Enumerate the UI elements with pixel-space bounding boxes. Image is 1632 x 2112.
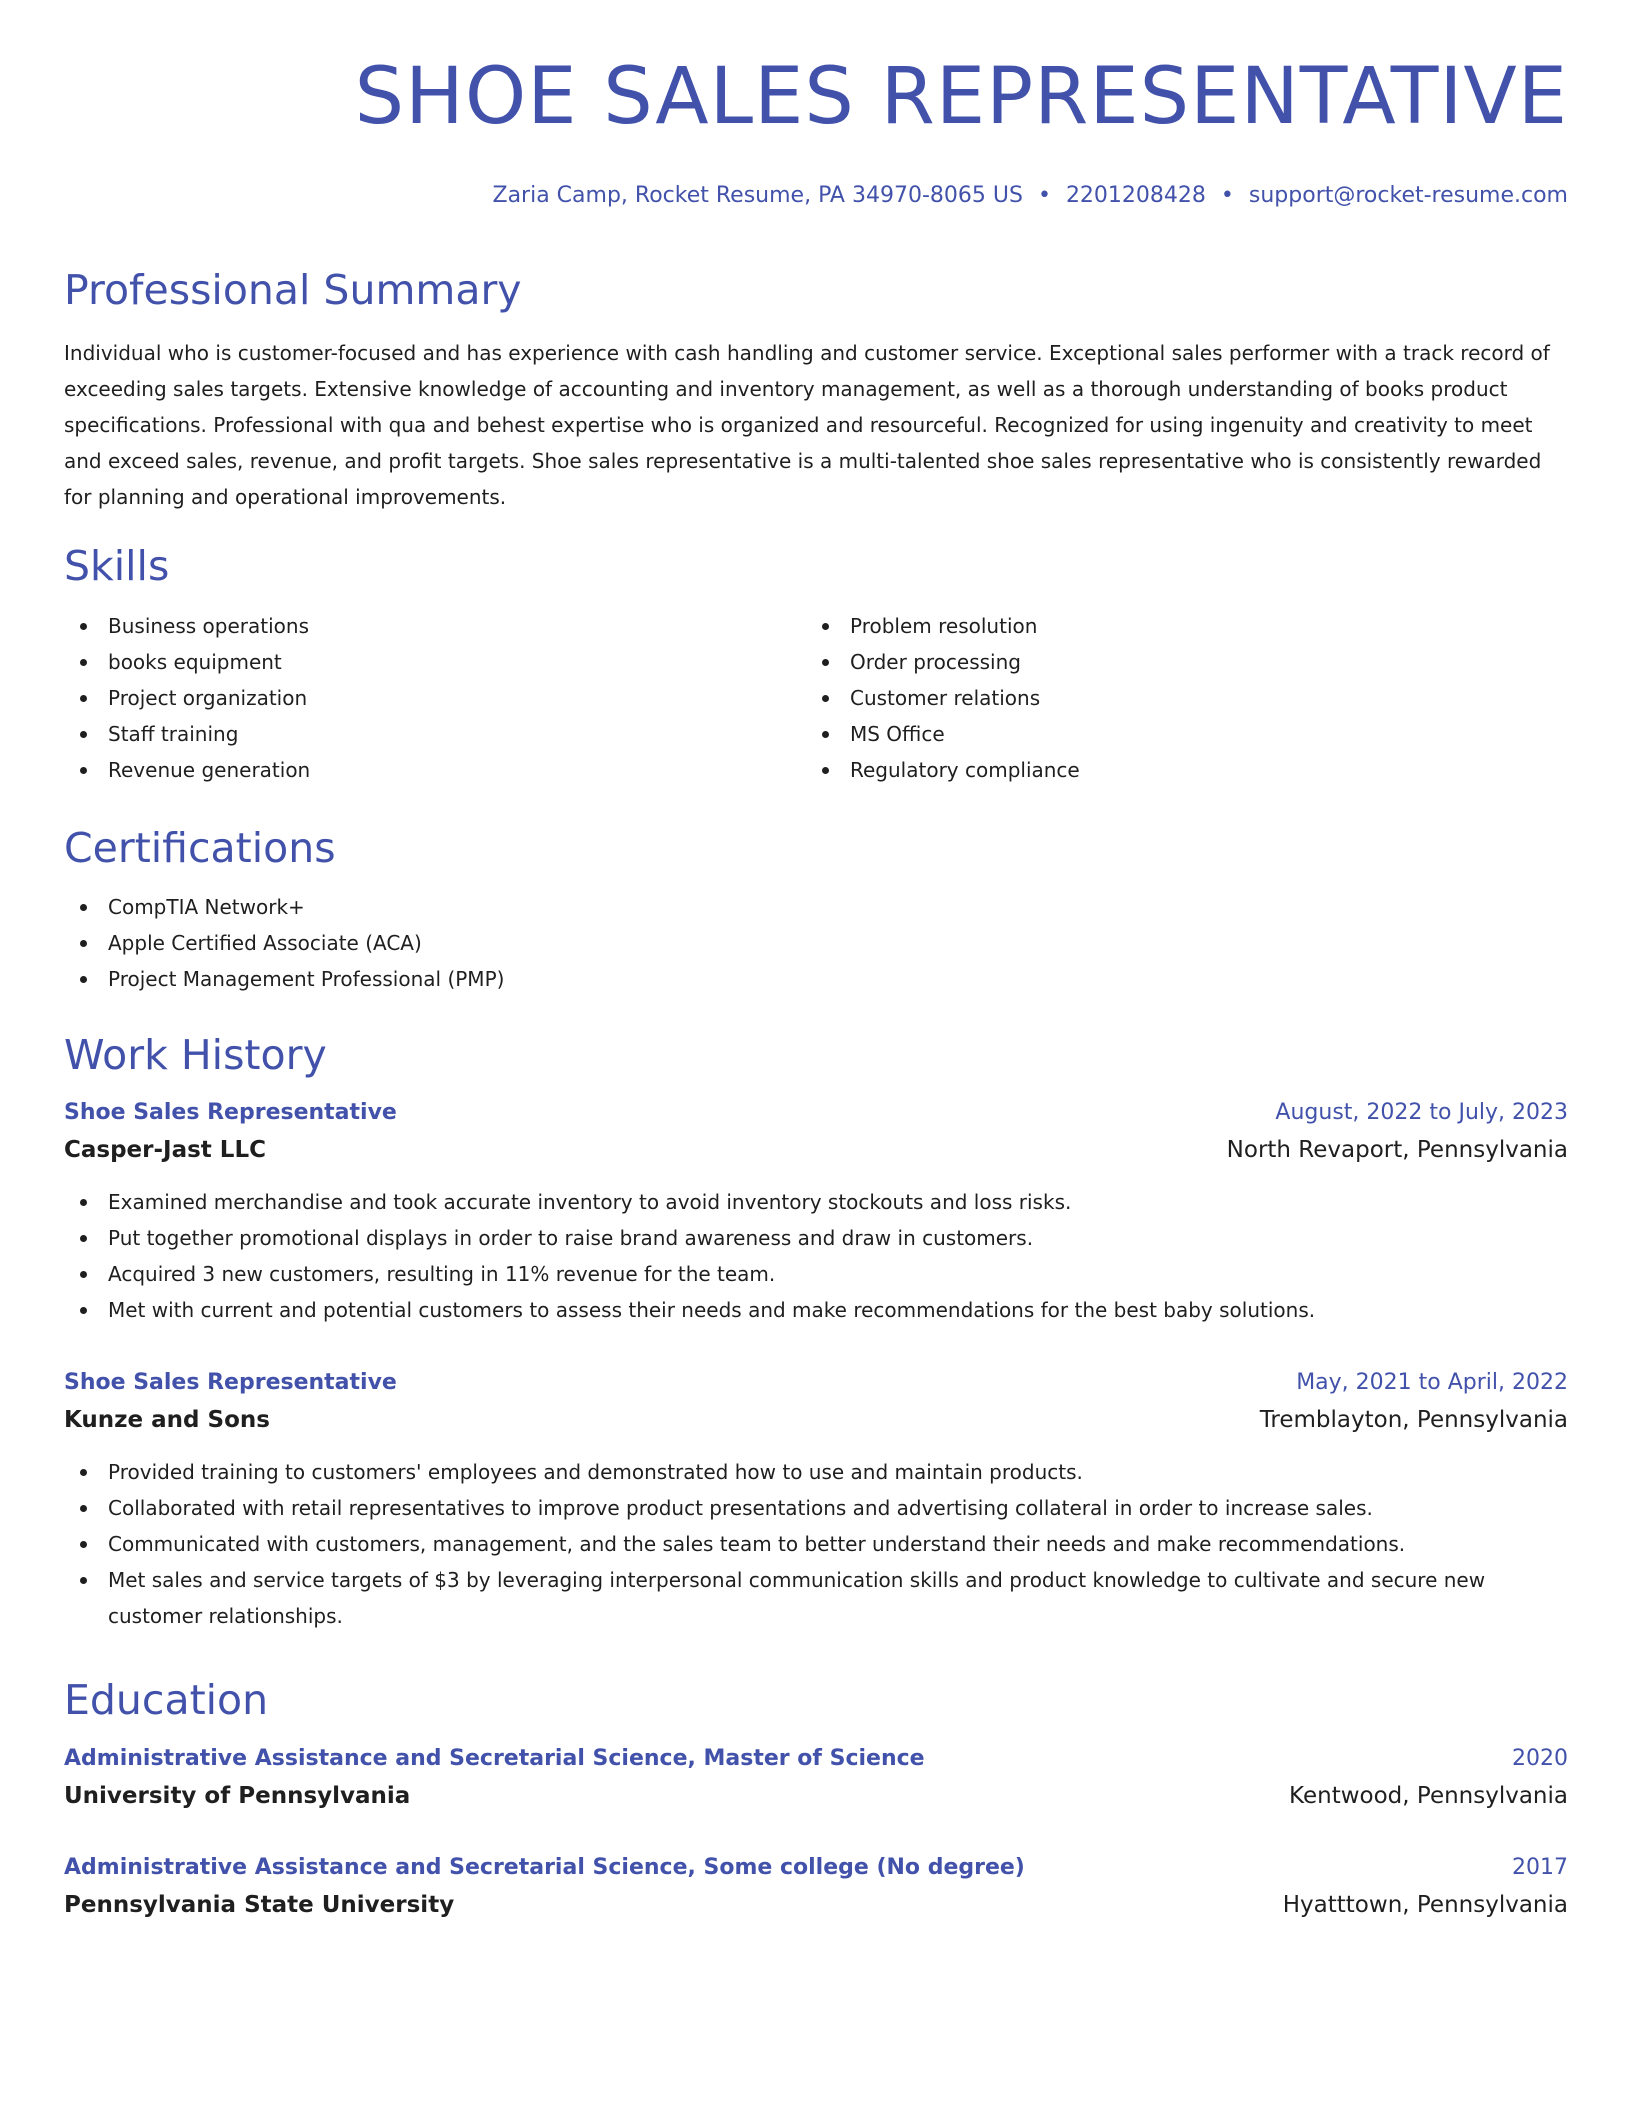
job-header [64,1100,1568,1125]
summary-heading: Professional Summary [64,266,522,314]
education-subheader [64,1783,1568,1809]
contact-line [493,183,1569,208]
education-degree: Administrative Assistance and Secretarial Science, Master of Science [64,1746,925,1771]
education-degree: Administrative Assistance and Secretarial Science, Some college (No degree) [64,1855,1025,1880]
skill-item: Revenue generation [64,752,764,788]
skill-item: Business operations [64,608,764,644]
job-bullet: Provided training to customers' employees and demonstrated how to use and maintain products. [64,1454,1568,1490]
work-history-heading: Work History [64,1031,327,1079]
skill-item: Problem resolution [806,608,1506,644]
certifications-list [64,889,1568,997]
certification-item: Project Management Professional (PMP) [64,961,1568,997]
job-header [64,1370,1568,1395]
skill-item: Customer relations [806,680,1506,716]
education-subheader [64,1892,1568,1918]
education-heading: Education [64,1676,269,1724]
skill-item: Regulatory compliance [806,752,1506,788]
job-bullet: Communicated with customers, management, and the sales team to better understand their needs and make recommendations. [64,1526,1568,1562]
job-bullet: Acquired 3 new customers, resulting in 11% revenue for the team. [64,1256,1568,1292]
job-bullet: Put together promotional displays in order to raise brand awareness and draw in customers. [64,1220,1568,1256]
education-year: 2017 [1512,1855,1568,1880]
job-bullets [64,1454,1568,1634]
job-bullet: Collaborated with retail representatives to improve product presentations and advertising collateral in order to increase sales. [64,1490,1568,1526]
resume-page [64,0,1568,2112]
contact-email: support@rocket-resume.com [1248,183,1568,208]
job-company: Casper-Jast LLC [64,1137,267,1163]
education-header [64,1855,1568,1880]
job-bullet: Examined merchandise and took accurate inventory to avoid inventory stockouts and loss risks. [64,1184,1568,1220]
job-bullets [64,1184,1568,1328]
skill-item: MS Office [806,716,1506,752]
skill-item: books equipment [64,644,764,680]
job-location: North Revaport, Pennsylvania [1226,1137,1568,1163]
contact-separator: • [1037,183,1051,208]
job-dates: May, 2021 to April, 2022 [1296,1370,1568,1395]
contact-phone: 2201208428 [1065,183,1206,208]
education-header [64,1746,1568,1771]
resume-title: SHOE SALES REPRESENTATIVE [354,52,1568,142]
job-bullet: Met sales and service targets of $3 by leveraging interpersonal communication skills and product knowledge to cultivate and secure new customer relationships. [64,1562,1568,1634]
skills-list-left [64,608,764,788]
job-title: Shoe Sales Representative [64,1100,397,1125]
certification-item: Apple Certified Associate (ACA) [64,925,1568,961]
education-year: 2020 [1512,1746,1568,1771]
skill-item: Order processing [806,644,1506,680]
education-location: Kentwood, Pennsylvania [1289,1783,1568,1809]
job-company: Kunze and Sons [64,1407,270,1433]
summary-text: Individual who is customer-focused and has experience with cash handling and customer service. Exceptional sales performer with a track record of exceeding sales targets. Extensive knowledge of accounting and inventory management, as well as a thorough understanding of books product specifications. Professional with qua and behest expertise who is organized and resourceful. Recognized for using ingenuity and creativity to meet and exceed sales, revenue, and profit targets. Shoe sales representative is a multi-talented shoe sales representative who is consistently rewarded for planning and operational improvements. [64,341,1550,509]
skill-item: Project organization [64,680,764,716]
skill-item: Staff training [64,716,764,752]
job-title: Shoe Sales Representative [64,1370,397,1395]
contact-separator: • [1220,183,1234,208]
job-bullet: Met with current and potential customers to assess their needs and make recommendations for the best baby solutions. [64,1292,1568,1328]
certification-item: CompTIA Network+ [64,889,1568,925]
skills-list-right [806,608,1506,788]
contact-address: Zaria Camp, Rocket Resume, PA 34970-8065 US [492,183,1023,208]
job-location: Tremblayton, Pennsylvania [1259,1407,1568,1433]
job-dates: August, 2022 to July, 2023 [1275,1100,1568,1125]
education-location: Hyatttown, Pennsylvania [1282,1892,1568,1918]
education-school: Pennsylvania State University [64,1892,455,1918]
job-subheader [64,1407,1568,1433]
job-subheader [64,1137,1568,1163]
education-school: University of Pennsylvania [64,1783,411,1809]
certifications-heading: Certifications [64,824,336,872]
skills-heading: Skills [64,542,170,590]
